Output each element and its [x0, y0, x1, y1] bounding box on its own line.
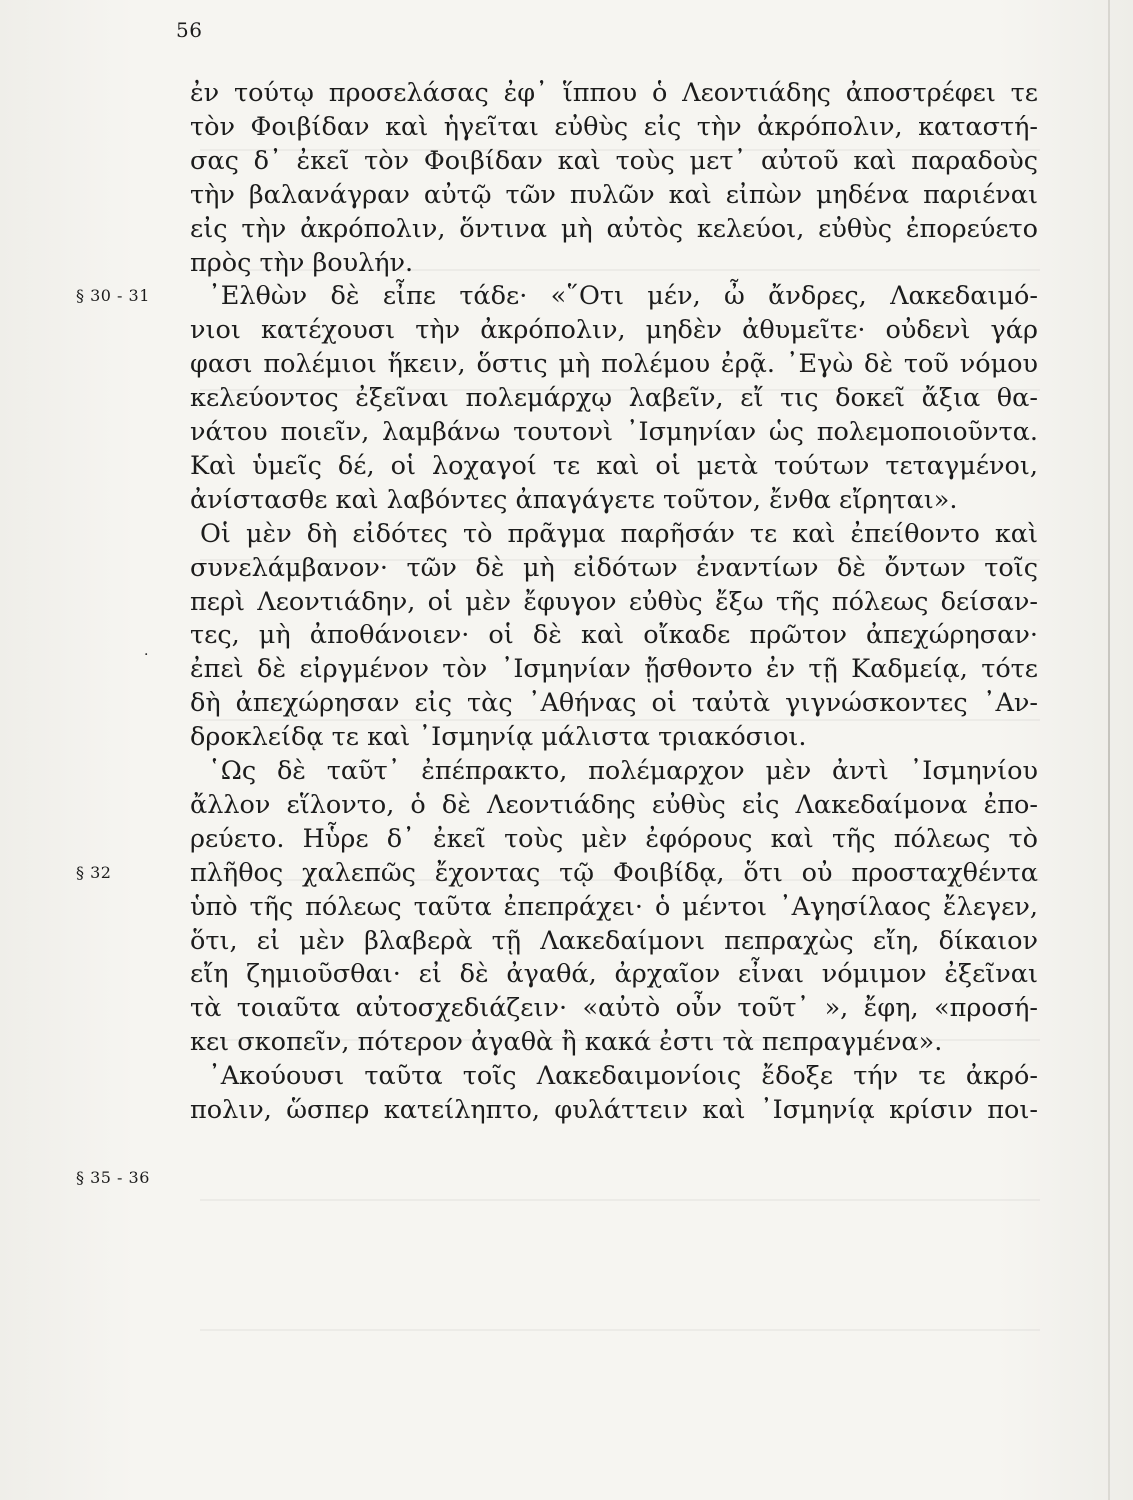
text-line: πλῆθος χαλεπῶς ἔχοντας τῷ Φοιβίδᾳ, ὅτι οὐ προσταχθέντα	[190, 857, 1038, 888]
text-line: τὸν Φοιβίδαν καὶ ἡγεῖται εὐθὺς εἰς τὴν ἀκρόπολιν, καταστή-	[190, 111, 1038, 142]
text-line: τὴν βαλανάγραν αὐτῷ τῶν πυλῶν καὶ εἰπὼν μηδένα παριέναι	[190, 179, 1038, 210]
text-line: ῾Ως δὲ ταῦτ᾽ ἐπέπρακτο, πολέμαρχον μὲν ἀντὶ ᾽Ισμηνίου	[208, 756, 1038, 786]
text-line: κει σκοπεῖν, πότερον ἀγαθὰ ἢ κακά ἐστι τὰ πεπραγμένα».	[190, 1027, 943, 1058]
text-line: ρεύετο. Ηὗρε δ᾽ ἐκεῖ τοὺς μὲν ἐφόρους καὶ τῆς πόλεως τὸ	[190, 823, 1038, 854]
text-line: νιοι κατέχουσι τὴν ἀκρόπολιν, μηδὲν ἀθυμεῖτε· οὐδενὶ γάρ	[190, 315, 1038, 346]
text-line: νάτου ποιεῖν, λαμβάνω τουτονὶ ᾽Ισμηνίαν ὡς πολεμοποιοῦντα.	[190, 417, 1038, 447]
text-line: ἄλλον εἵλοντο, ὁ δὲ Λεοντιάδης εὐθὺς εἰς Λακεδαίμονα ἐπο-	[190, 789, 1038, 820]
text-line: ᾽Ακούουσι ταῦτα τοῖς Λακεδαιμονίοις ἔδοξε τήν τε ἀκρό-	[208, 1061, 1038, 1092]
text-line: δροκλείδᾳ τε καὶ ᾽Ισμηνίᾳ μάλιστα τριακόσιοι.	[190, 722, 807, 753]
text-line: εἴη ζημιοῦσθαι· εἰ δὲ ἀγαθά, ἀρχαῖον εἶναι νόμιμον ἐξεῖναι	[190, 959, 1038, 990]
text-line: ἐν τούτῳ προσελάσας ἐφ᾽ ἵππου ὁ Λεοντιάδης ἀποστρέφει τε	[190, 78, 1038, 108]
page-spine-edge	[1108, 0, 1110, 1500]
stray-mark: ·	[144, 647, 149, 663]
text-line: ᾽Ελθὼν δὲ εἶπε τάδε· «῞Οτι μέν, ὦ ἄνδρες, Λακεδαιμό-	[208, 281, 1038, 312]
text-line: πρὸς τὴν βουλήν.	[190, 247, 414, 278]
margin-section-ref: § 32	[76, 862, 112, 882]
margin-section-ref: § 35 - 36	[76, 1167, 150, 1187]
text-line: φασι πολέμιοι ἥκειν, ὅστις μὴ πολέμου ἐρᾷ. ᾽Εγὼ δὲ τοῦ νόμου	[190, 349, 1038, 380]
text-line: πολιν, ὥσπερ κατείληπτο, φυλάττειν καὶ ᾽Ισμηνίᾳ κρίσιν ποι-	[190, 1095, 1038, 1125]
page-number: 56	[176, 18, 203, 42]
text-line: Οἱ μὲν δὴ εἰδότες τὸ πρᾶγμα παρῆσάν τε καὶ ἐπείθοντο καὶ	[200, 518, 1038, 549]
text-line: Καὶ ὑμεῖς δέ, οἱ λοχαγοί τε καὶ οἱ μετὰ τούτων τεταγμένοι,	[190, 450, 1038, 481]
text-line: κελεύοντος ἐξεῖναι πολεμάρχῳ λαβεῖν, εἴ τις δοκεῖ ἄξια θα-	[190, 383, 1038, 414]
text-line: ὑπὸ τῆς πόλεως ταῦτα ἐπεπράχει· ὁ μέντοι ᾽Αγησίλαος ἔλεγεν,	[190, 891, 1038, 922]
text-line: ὅτι, εἰ μὲν βλαβερὰ τῇ Λακεδαίμονι πεπραχὼς εἴη, δίκαιον	[190, 925, 1038, 956]
text-line: ἀνίστασθε καὶ λαβόντες ἀπαγάγετε τοῦτον, ἔνθα εἴρηται».	[190, 484, 958, 515]
text-line: ἐπεὶ δὲ εἰργμένον τὸν ᾽Ισμηνίαν ᾔσθοντο ἐν τῇ Καδμείᾳ, τότε	[190, 654, 1038, 685]
text-line: τες, μὴ ἀποθάνοιεν· οἱ δὲ καὶ οἴκαδε πρῶτον ἀπεχώρησαν·	[190, 620, 1038, 651]
text-line: συνελάμβανον· τῶν δὲ μὴ εἰδότων ἐναντίων δὲ ὄντων τοῖς	[190, 552, 1038, 583]
text-line: δὴ ἀπεχώρησαν εἰς τὰς ᾽Αθήνας οἱ ταὐτὰ γιγνώσκοντες ᾽Αν-	[190, 688, 1038, 719]
margin-section-ref: § 30 - 31	[76, 286, 150, 306]
text-line: σας δ᾽ ἐκεῖ τὸν Φοιβίδαν καὶ τοὺς μετ᾽ αὐτοῦ καὶ παραδοὺς	[190, 145, 1038, 176]
text-line: τὰ τοιαῦτα αὐτοσχεδιάζειν· «αὐτὸ οὖν τοῦτ᾽ », ἔφη, «προσή-	[190, 993, 1038, 1024]
text-line: εἰς τὴν ἀκρόπολιν, ὅντινα μὴ αὐτὸς κελεύοι, εὐθὺς ἐπορεύετο	[190, 213, 1038, 244]
text-line: περὶ Λεοντιάδην, οἱ μὲν ἔφυγον εὐθὺς ἔξω τῆς πόλεως δείσαν-	[190, 586, 1038, 617]
